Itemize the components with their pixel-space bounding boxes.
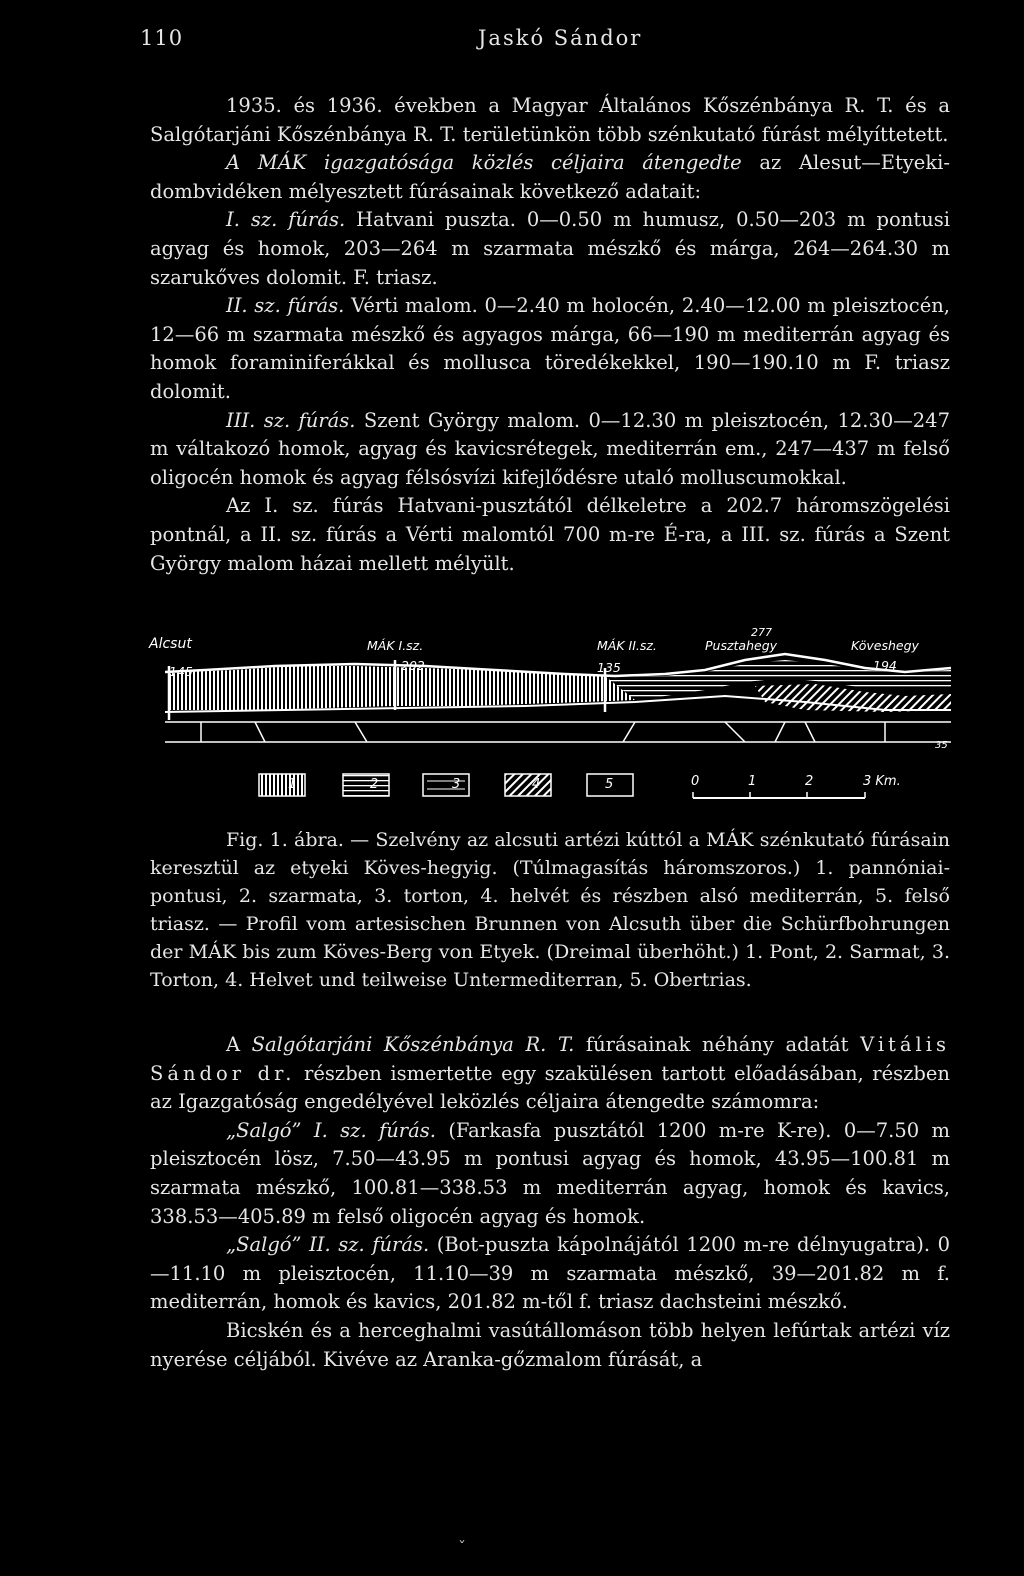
figure-caption [150,826,950,994]
mak-lead-italic: A MÁK igazgatósága közlés céljaira átengedte [226,151,742,175]
salgo-2-label: „Salgó” II. sz. fúrás. [226,1233,430,1257]
borehole-1-paragraph [150,206,950,292]
label-elev-277: 277 [751,626,772,639]
intro-paragraph: 1935. és 1936. években a Magyar Általános Kőszénbánya R. T. és a Salgótarjáni Kőszénbánya R. T. területünkön több szénkutató fúrást mélyíttetett. [150,94,950,146]
borehole-1-text: Hatvani puszta. 0—0.50 m humusz, 0.50—203 m pontusi agyag és homok, 203—264 m szarmata mészkő és márga, 264—264.30 m szarukőves dolomit. F. triasz. [150,208,950,289]
borehole-3-text: Szent György malom. 0—12.30 m pleisztocén, 12.30—247 m váltakozó homok, agyag és kavicsrétegek, mediterrán em., 247—437 m felső oligocén homok és agyag félsósvízi kifejlődésre utaló molluscumokkal. [150,408,950,489]
cross-section-drawing [165,630,955,805]
label-koveshegy: Köveshegy [851,638,919,653]
salgo-company-name: Salgótarjáni Kőszénbánya R. T. [251,1033,575,1056]
scale-label-2: 2 [805,774,814,789]
legend-box-4 [505,774,551,796]
salgo-1-paragraph [150,1117,950,1231]
legend-label-3: 3 [452,777,461,792]
scale-label-3: 3 Km. [863,774,901,789]
borehole-3-paragraph [150,407,950,493]
legend-box-3 [423,774,469,796]
salgo-2-paragraph [150,1231,950,1317]
label-alcsut: Alcsut [149,636,192,652]
bicske-paragraph: Bicskén és a herceghalmi vasútállomáson több helyen lefúrtak artézi víz nyerése céljából. Kivéve az Aranka-gőzmalom fúrását, a [150,1318,950,1371]
cross-section-figure [149,626,955,805]
legend-label-5: 5 [605,777,614,792]
label-mak-2: MÁK II.sz. [597,638,657,653]
running-header [140,26,952,56]
borehole-3-label: III. sz. fúrás. [226,408,356,432]
figure-caption-text: Fig. 1. ábra. — Szelvény az alcsuti artézi kúttól a MÁK szénkutató fúrásain keresztül az etyeki Köves-hegyig. (Túlmagasítás háromszoros.) 1. pannóniai-pontusi, 2. szarmata, 3. torton, 4. helvét és részben alsó mediterrán, 5. felső triasz. — Profil vom artesischen Brunnen von Alcsuth über die Schürfbohrungen der MÁK bis zum Köves-Berg von Etyek. (Dreimal überhöht.) 1. Pont, 2. Sarmat, 3. Torton, 4. Helvet und teilweise Untermediterran, 5. Obertrias. [150,829,950,991]
legend-label-1: 1 [288,777,297,792]
salgo-2-text: (Bot-puszta kápolnájától 1200 m-re délnyugatra). 0—11.10 m pleisztocén, 11.10—39 m szarmata mészkő, 39—201.82 m f. mediterrán, homok és kavics, 201.82 m-től f. triasz dachsteini mészkő. [150,1233,951,1314]
scale-label-1: 1 [748,774,757,789]
legend-label-2: 2 [370,777,379,792]
label-elev-145: 145 [169,664,193,679]
page-number: 110 [140,26,184,50]
stray-mark: ˇ [458,1538,466,1557]
label-elev-35: 35 [935,740,948,751]
borehole-2-label: II. sz. fúrás. [226,294,345,318]
label-elev-194: 194 [873,658,897,673]
mak-lead-rest: az Alesut—Etyeki-dombvidéken mélyesztett fúrásainak következő adatait: [150,151,950,203]
label-pusztahegy: Pusztahegy [705,638,778,653]
label-elev-135: 135 [597,660,621,675]
salgo-lead-paragraph: A Salgótarjáni Kőszénbánya R. T. fúrásainak néhány adatát Vitális Sándor dr. részben ismertette egy szakülésen tartott előadásában, részben az Igazgatóság engedélyével leközlés céljaira átengedte számomra: [150,1033,950,1114]
label-mak-1: MÁK I.sz. [367,638,424,653]
borehole-2-text: Vérti malom. 0—2.40 m holocén, 2.40—12.00 m pleisztocén, 12—66 m szarmata mészkő és agyagos márga, 66—190 m mediterrán agyag és homok foraminiferákkal és mollusca töredékekkel, 190—190.10 m F. triasz dolomit. [150,294,950,403]
body-text-lower [150,1031,950,1374]
body-text-upper [150,92,950,578]
scale-label-0: 0 [691,774,700,789]
borehole-2-paragraph [150,292,950,406]
salgo-1-label: „Salgó” I. sz. fúrás. [226,1118,436,1142]
mak-lead-paragraph [150,149,950,206]
borehole-1-label: I. sz. fúrás. [226,208,346,232]
salgo-1-text: (Farkasfa pusztától 1200 m-re K-re). 0—7.50 m pleisztocén lösz, 7.50—43.95 m pontusi agyag és homok, 43.95—100.81 m szarmata mészkő, 100.81—338.53 m mediterrán agyag, homok és kavics, 338.53—405.89 m felső oligocén agyag és homok. [150,1118,951,1228]
legend-label-4: 4 [532,777,541,792]
running-head-author: Jaskó Sándor [478,26,643,50]
legend-box-1 [259,774,305,796]
author-vitalis: Vitális Sándor dr. [150,1033,950,1085]
borehole-location-paragraph: Az I. sz. fúrás Hatvani-pusztától délkeletre a 202.7 háromszögelési pontnál, a II. sz. fúrás a Vérti malomtól 700 m-re É-ra, a III. sz. fúrás a Szent György malom házai mellett mélyült. [150,494,950,575]
label-elev-202: 202 [401,658,425,673]
legend-box-2 [343,774,389,796]
